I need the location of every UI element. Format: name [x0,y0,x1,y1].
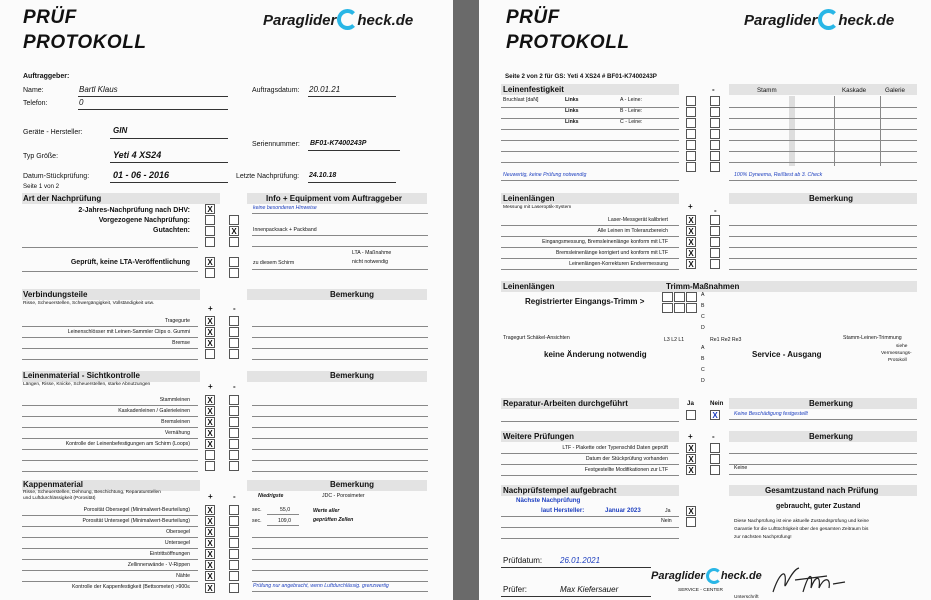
name-label: Name: [23,87,44,94]
line-length-heading: Leinenlängen [503,194,555,203]
plus-checkbox[interactable]: X [205,549,215,559]
plus-checkbox[interactable]: X [205,338,215,348]
minus-checkbox[interactable] [229,527,239,537]
plus-checkbox[interactable]: X [686,259,696,269]
overall-state-heading: Gesamtzustand nach Prüfung [765,486,879,495]
logo-circle-icon [818,9,839,30]
trim-heading: Leinenlängen [503,282,555,291]
check-row-label: Eingangsmessung, Bremsleinenlänge konform mit LTF [542,239,668,245]
disclaimer-text: Garantie für die Lufttüchtigkeit über den gesamten Zeitraum bis [734,527,869,532]
client-heading: Auftraggeber: [23,73,70,80]
see-protocol-note: Vermessungs- [881,351,912,356]
canopy-subtitle: und Luftdurchlässigkeit (Porosität) [23,496,96,501]
values-note: Werte aller [313,508,340,514]
minus-checkbox[interactable] [710,237,720,247]
links-label: Links [565,108,579,114]
minus-column-label: - [714,206,717,215]
plus-column-label: + [208,492,213,501]
plus-checkbox[interactable]: X [686,237,696,247]
logo-circle-icon [337,9,358,30]
repair-heading: Reparatur-Arbeiten durchgeführt [503,399,628,408]
minus-checkbox[interactable] [229,549,239,559]
check-row-label: Datum der Stückprüfung vorhanden [585,456,668,462]
next-check-date: Januar 2023 [605,507,641,514]
stamp-yes-checkbox[interactable]: X [686,506,696,516]
test-date-label: Prüfdatum: [503,556,543,565]
test-type-row: Gutachten: [153,227,190,234]
plus-checkbox[interactable]: X [205,571,215,581]
trim-row-c: C [701,367,705,373]
info-checkbox[interactable]: X [229,226,239,236]
disclaimer-text: Diese Nachprüfung ist eine aktuelle Zustandsprüfung und keine [734,519,869,524]
test-type-checkbox[interactable] [205,226,215,236]
check-row-label: Bremsleinen [161,419,190,425]
connectors-subtitle: Risse, Scheuerstellen, Schwergängigkeit, Vollständigkeit usw. [23,301,155,306]
minus-checkbox[interactable] [710,118,720,128]
serial-label: Seriennummer: [252,141,300,148]
page-counter: Seite 1 von 2 [23,183,60,190]
check-row-label: LTF - Plakette oder Typenschild Daten geprüft [562,445,668,451]
plus-checkbox[interactable] [205,349,215,359]
plus-column-label: + [688,202,693,211]
check-row-label: Nähte [176,573,190,579]
plus-checkbox[interactable]: X [205,560,215,570]
see-protocol-note: siehe [896,344,908,349]
line-strength-note-right: 100% Dyneema, Reißtest ab 3. Check [734,172,823,178]
trim-cell[interactable] [662,292,673,302]
plus-checkbox[interactable] [686,162,696,172]
check-row-label: Kaskadenleinen / Galerieleinen [118,408,190,414]
service-center-logo: Paraglider heck.de [651,570,762,582]
no-change-needed: keine Änderung notwendig [544,350,647,359]
plus-checkbox[interactable] [205,461,215,471]
service-exit-label: Service - Ausgang [752,350,822,359]
order-date-label: Auftragsdatum: [252,87,300,94]
lta-checkbox[interactable]: X [205,257,215,267]
minus-checkbox[interactable] [229,338,239,348]
check-row-label: Vernähung [164,430,190,436]
plus-checkbox[interactable]: X [686,443,696,453]
check-row-label: Laser-Messgerät kalibriert [608,217,668,223]
paraglidercheck-logo: Paraglider heck.de [263,9,413,30]
plus-checkbox[interactable] [686,151,696,161]
overall-state-value: gebraucht, guter Zustand [776,503,861,510]
test-type-row: 2-Jahres-Nachprüfung nach DHV: [78,207,190,214]
last-check-value: 24.10.18 [309,172,337,179]
type-size-label: Typ Größe: [23,153,59,160]
minus-checkbox[interactable] [710,248,720,258]
lta-note: LTA - Maßnahme [352,250,392,256]
line-c-label: C - Leine: [620,119,643,125]
minus-checkbox[interactable] [710,140,720,150]
minus-checkbox[interactable] [229,428,239,438]
check-row-label: Bremsleinenlänge korrigiert und konform mit LTF [555,250,668,256]
porosity-top-value: 55,0 [280,507,291,513]
see-protocol-note: Protokoll [888,358,907,363]
trim-cell[interactable] [674,303,685,313]
plus-checkbox[interactable]: X [205,316,215,326]
plus-checkbox[interactable]: X [686,248,696,258]
minus-checkbox[interactable] [710,454,720,464]
porosimeter-label: JDC - Porosimeter [322,493,365,499]
minus-checkbox[interactable] [710,162,720,172]
canopy-strength-label: Kontrolle der Kappenfestigkeit (Bettsometer) >900≤ [71,584,190,590]
check-row-label: Alle Leinen im Toleranzbereich [597,228,668,234]
column-kaskade: Kaskade [842,87,867,94]
repair-note: Keine Beschädigung festgestellt [734,411,808,417]
phone-label: Telefon: [23,100,48,107]
check-row-label: Zellinnenwände - V-Rippen [127,562,190,568]
title-line-1: PRÜF [23,7,77,28]
plus-checkbox[interactable]: X [205,327,215,337]
line-strength-note: Neuwertig, keine Prüfung notwendig [503,172,587,178]
minus-checkbox[interactable] [710,226,720,236]
trim-row-d: D [701,325,705,331]
protocol-page-2 [479,0,931,600]
trim-row-a: A [701,292,705,298]
stamp-heading: Nachprüfstempel aufgebracht [503,486,617,495]
inspector-label: Prüfer: [503,585,528,594]
column-stamm: Stamm [757,87,777,94]
remark-heading: Bemerkung [809,432,854,441]
page-2-header: Seite 2 von 2 für GS: Yeti 4 XS24 # BF01-K7400243P [505,73,657,80]
remark-heading: Bemerkung [809,194,854,203]
protocol-page-1 [0,0,453,600]
info-note: keine besonderen Hinweise [253,205,317,211]
plus-checkbox[interactable] [205,450,215,460]
minus-checkbox[interactable] [710,129,720,139]
plus-column-label: + [208,304,213,313]
plus-checkbox[interactable] [686,129,696,139]
trim-row-b: B [701,356,705,362]
stamp-no-checkbox[interactable] [686,517,696,527]
plus-checkbox[interactable]: X [205,538,215,548]
plus-checkbox[interactable]: X [205,428,215,438]
minus-checkbox[interactable] [229,516,239,526]
no-label: Nein [661,518,672,524]
phone-value: 0 [79,98,84,107]
test-type-checkbox[interactable] [205,215,215,225]
plus-checkbox[interactable]: X [686,454,696,464]
breaking-load-label: Bruchlast [daN] [503,97,539,103]
plus-checkbox[interactable]: X [205,516,215,526]
check-row-label: Porosität Untersegel (Minimalwert-Beurteilung) [82,518,190,524]
trim-cell[interactable] [686,303,697,313]
check-row-label: Untersegel [164,540,190,546]
minus-checkbox[interactable] [229,571,239,581]
remark-heading: Bemerkung [330,290,375,299]
lta-scope: zu diesem Schirm [253,260,295,266]
trim-cell[interactable] [674,292,685,302]
porosity-bottom-value: 109,0 [278,518,291,524]
serial-value: BF01-K7400243P [310,140,367,147]
no-label: Nein [710,400,724,407]
yes-label: Ja [687,400,694,407]
logo-circle-icon [706,568,722,584]
riser-label: Tragegurt Schäkel-Ansichten [503,335,570,341]
further-tests-note: Keine [734,465,748,471]
manufacturer-value: GIN [113,126,128,135]
test-date-value: 26.01.2021 [560,556,601,565]
plus-checkbox[interactable]: X [205,505,215,515]
minus-checkbox[interactable] [229,417,239,427]
minus-checkbox[interactable] [229,461,239,471]
minus-checkbox[interactable] [229,406,239,416]
manufacturer-label: Geräte - Hersteller: [23,129,83,136]
plus-column-label: + [208,382,213,391]
info-heading: Info + Equipment vom Auftraggeber [266,194,402,203]
minus-checkbox[interactable] [710,107,720,117]
minus-column-label: - [712,85,715,94]
line-material-heading: Leinenmaterial - Sichtkontrolle [23,371,140,380]
remark-heading: Bemerkung [330,371,375,380]
minus-checkbox[interactable] [710,259,720,269]
trim-row-d: D [701,378,705,384]
trim-row-c: C [701,314,705,320]
minus-column-label: - [712,432,715,441]
line-b-label: B - Leine: [620,108,643,114]
links-label: Links [565,119,579,125]
title-line-1: PRÜF [506,7,560,28]
check-row-label: Porosität Obersegel (Minimalwert-Beurteilung) [83,507,190,513]
plus-checkbox[interactable]: X [205,527,215,537]
inspector-name: Max Kiefersauer [560,585,619,594]
lta-label: Geprüft, keine LTA-Veröffentlichung [70,259,190,266]
name-value: Bartl Klaus [79,85,118,94]
plus-checkbox[interactable] [686,96,696,106]
check-row-label: Eintrittsöffnungen [149,551,190,557]
registered-trim-label: Registrierter Eingangs-Trimm > [525,297,645,306]
trim-row-a: A [701,345,705,351]
test-type-checkbox[interactable] [205,237,215,247]
minus-column-label: - [233,304,236,313]
last-check-label: Letzte Nachprüfung: [236,173,300,180]
line-a-label: A - Leine: [620,97,642,103]
plus-checkbox[interactable]: X [205,439,215,449]
minus-checkbox[interactable] [229,538,239,548]
lta-checkbox-2[interactable] [229,257,239,267]
minus-checkbox[interactable] [229,327,239,337]
repair-no-checkbox[interactable]: X [710,410,720,420]
service-center-label: SERVICE - CENTER [678,588,723,593]
minus-checkbox[interactable] [710,443,720,453]
line-material-subtitle: Längen, Risse, Knicke, Scheuerstellen, starke Abnutzungen [23,382,151,387]
check-row-label: Tragegurte [164,318,190,324]
per-manufacturer-label: laut Hersteller: [541,507,585,514]
test-type-checkbox[interactable]: X [205,204,215,214]
check-row-label: Obersegel [166,529,190,535]
minus-checkbox[interactable] [229,439,239,449]
trim-measures-heading: Trimm-Maßnahmen [666,282,740,291]
plus-checkbox[interactable]: X [686,215,696,225]
minus-checkbox[interactable] [229,316,239,326]
order-date-value: 20.01.21 [309,85,341,94]
main-line-trim-label: Stamm-Leinen-Trimmung [843,335,902,341]
plus-checkbox[interactable]: X [205,395,215,405]
test-type-heading: Art der Nachprüfung [23,194,102,203]
connectors-heading: Verbindungsteile [23,290,88,299]
plus-checkbox[interactable]: X [205,417,215,427]
plus-checkbox[interactable] [686,140,696,150]
minus-checkbox[interactable] [229,560,239,570]
remark-heading: Bemerkung [330,480,375,489]
remark-heading: Bemerkung [809,399,854,408]
minus-checkbox[interactable] [229,395,239,405]
signature-label: Unterschrift [734,595,759,600]
minus-checkbox[interactable] [710,215,720,225]
lowest-label: Niedrigste [258,493,284,499]
plus-checkbox[interactable] [686,118,696,128]
loop-columns: L3 L2 L1 [664,337,685,343]
lta-checkbox[interactable] [205,268,215,278]
check-row-label: Leinenschlösser mit Leinen-Sammler Clips o. Gummi [67,329,190,335]
re-columns: Re1 Re2 Re3 [710,337,742,343]
check-row-label: Festgestellte Modifikationen zur LTF [584,467,668,473]
sec-unit: sec. [252,507,262,513]
check-row-label: Kontrolle der Leinenbefestigungen am Schirm (Loops) [65,441,190,447]
piece-test-label: Datum-Stückprüfung: [23,173,90,180]
check-row-label: Bremse [172,340,190,346]
minus-column-label: - [233,382,236,391]
piece-test-value: 01 - 06 - 2016 [113,170,170,180]
plus-column-label: + [688,432,693,441]
sec-unit: sec. [252,518,262,524]
canopy-heading: Kappenmaterial [23,480,84,489]
line-length-subtitle: Messung mit Laseroptik-System [503,205,572,210]
yes-label: Ja [665,508,671,514]
trim-cell[interactable] [686,292,697,302]
check-row-label: Stammleinen [159,397,190,403]
disclaimer-text: zur nächsten Nachprüfung! [734,535,792,540]
further-tests-heading: Weitere Prüfungen [503,432,574,441]
repair-yes-checkbox[interactable] [686,410,696,420]
plus-checkbox[interactable]: X [686,226,696,236]
trim-cell[interactable] [662,303,673,313]
minus-checkbox[interactable] [710,96,720,106]
minus-checkbox[interactable] [229,450,239,460]
info-checkbox[interactable] [229,237,239,247]
type-size-value: Yeti 4 XS24 [113,150,162,160]
check-row-label: Leinenlängen-Korrekturen Endvermessung [569,261,668,267]
column-galerie: Galerie [885,87,905,94]
links-label: Links [565,97,579,103]
plus-checkbox[interactable]: X [205,583,215,593]
trim-row-b: B [701,303,705,309]
lta-note: nicht notwendig [352,259,389,265]
info-equipment: Innenpacksack + Packband [253,227,317,233]
lta-checkbox-2[interactable] [229,268,239,278]
minus-checkbox[interactable] [710,465,720,475]
minus-checkbox[interactable] [229,349,239,359]
test-type-row: Vorgezogene Nachprüfung: [98,217,190,224]
plus-checkbox[interactable]: X [686,465,696,475]
plus-checkbox[interactable] [686,107,696,117]
paraglidercheck-logo: Paraglider heck.de [744,9,894,30]
minus-checkbox[interactable] [229,505,239,515]
signature-image [769,562,849,598]
canopy-subtitle: Risse, Scheuerstellen, Dehnung, Beschichtung, Reparaturstellen [23,490,161,495]
info-checkbox[interactable] [229,215,239,225]
next-check-label: Nächste Nachprüfung [516,497,581,504]
canopy-strength-note: Prüfung nur angebracht, wenn Luftdurchlässig. grenzwertig [253,583,389,589]
title-line-2: PROTOKOLL [23,32,147,53]
minus-column-label: - [233,492,236,501]
minus-checkbox[interactable] [229,583,239,593]
plus-checkbox[interactable]: X [205,406,215,416]
line-strength-heading: Leinenfestigkeit [503,85,564,94]
values-note: geprüften Zellen [313,517,354,523]
title-line-2: PROTOKOLL [506,32,630,53]
minus-checkbox[interactable] [710,151,720,161]
